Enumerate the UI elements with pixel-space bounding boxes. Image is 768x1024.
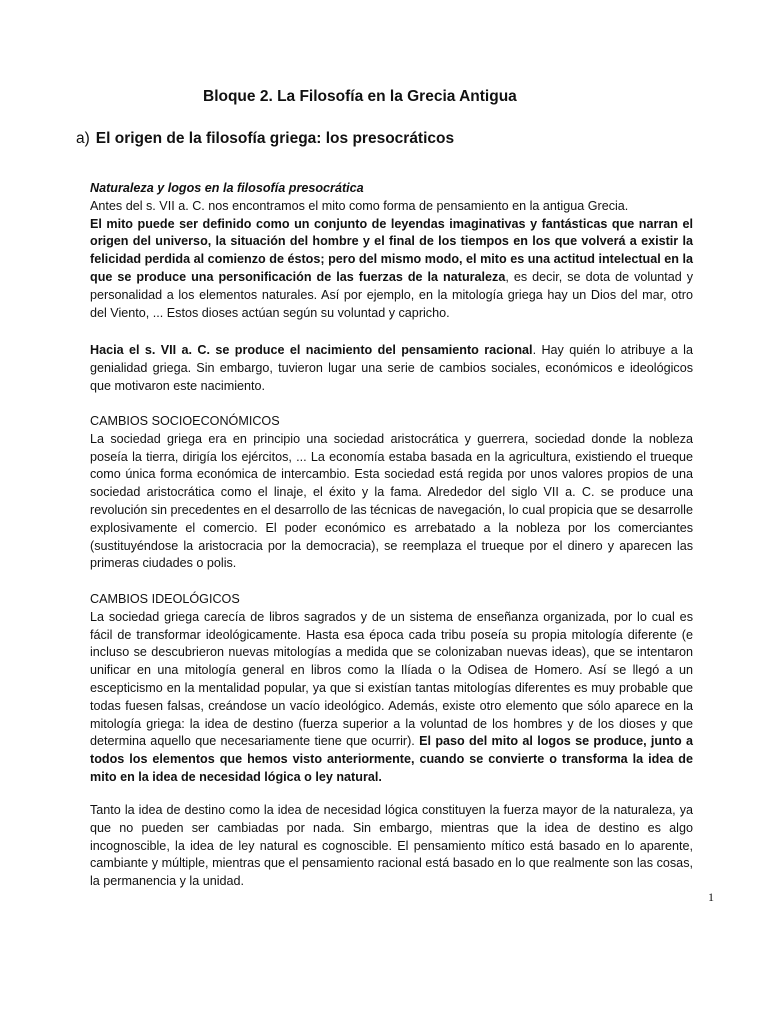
- section-letter: a): [76, 130, 90, 147]
- ideological-paragraph: [90, 609, 693, 787]
- socioeconomic-paragraph: La sociedad griega era en principio una sociedad aristocrática y guerrera, sociedad donde la nobleza poseía la tierra, dirigía los ejércitos, ... La economía estaba basada en la agricultura, existiendo el trueque como única forma económica de intercambio. Esta sociedad está regida por unos valores propios de una sociedad aristocrática como el linaje, el éxito y la fama. Alrededor del siglo VII a. C. se produce una revolución sin precedentes en el desarrollo de las técnicas de navegación, lo cual propicia que se desarrolle explosivamente el comercio. El poder económico es arrebatado a la nobleza por los comerciantes (sustituyéndose la aristocracia por la democracia), se reemplaza el trueque por el dinero y aparecen las primeras ciudades o polis.: [90, 431, 693, 571]
- myth-definition-rest: , es decir, se dota de voluntad y personalidad a los elementos naturales. Así por ejemplo, en la mitología griega hay un Dios del mar, otro del Viento, ... Estos dioses actúan según su voluntad y capricho.: [90, 269, 694, 320]
- rational-paragraph: [90, 342, 693, 395]
- section-title-text: El origen de la filosofía griega: los presocráticos: [95, 130, 455, 147]
- rational-bold: Hacia el s. VII a. C. se produce el nacimiento del pensamiento racional: [90, 343, 533, 357]
- rational-rest: . Hay quién lo atribuye a la genialidad griega. Sin embargo, tuvieron lugar una serie de cambios sociales, económicos e ideológicos que motivaron este nacimiento.: [90, 343, 693, 393]
- ideological-block: [90, 591, 693, 787]
- intro-paragraph-1: Antes del s. VII a. C. nos encontramos el mito como forma de pensamiento en la antigua Grecia.: [90, 198, 629, 213]
- mito-logos-bold: El paso del mito al logos se produce, junto a todos los elementos que hemos visto anteriormente, cuando se convierte o transforma la idea de mito en la idea de necesidad lógica o ley natural.: [90, 734, 694, 784]
- ideological-heading: CAMBIOS IDEOLÓGICOS: [90, 592, 240, 606]
- page-number: 1: [708, 890, 714, 904]
- ideological-text: La sociedad griega carecía de libros sagrados y de un sistema de enseñanza organizada, por lo cual es fácil de transformar ideológicamente. Hasta esa época cada tribu poseía su propia mitología diferente (e incluso se descubrieron nuevas mitologías a medida que se colonizaban nuevas ideas), que se intentaron unificar en una mitología general en libros como la Ilíada o la Odisea de Homero. Así se llegó a un escepticismo en la mentalidad popular, ya que si existían tantas mitologías diferentes es muy probable que todas fuesen falsas, creándose un vacío ideológico. Además, existe otro elemento que sólo aparece en la mitología griega: la idea de destino (fuerza superior a la voluntad de los hombres y de los dioses y que determina aquello que necesariamente tiene que ocurrir).: [90, 609, 693, 749]
- socioeconomic-heading: CAMBIOS SOCIOECONÓMICOS: [90, 414, 280, 428]
- block-title: Bloque 2. La Filosofía en la Grecia Antigua: [203, 88, 517, 105]
- subsection-title: Naturaleza y logos en la filosofía presocrática: [90, 181, 364, 195]
- conclusion-block: [90, 802, 693, 891]
- socioeconomic-block: [90, 413, 693, 573]
- myth-definition-bold: El mito puede ser definido como un conjunto de leyendas imaginativas y fantásticas que narran el origen del universo, la situación del hombre y el final de los tiempos en los que volverá a existir la felicidad perdida al comienzo de éstos; pero del mismo modo, el mito es una actitud intelectual en la que se produce una personificación de las fuerzas de la naturaleza: [90, 216, 693, 284]
- intro-paragraph-2: [90, 216, 693, 323]
- intro-block: [90, 180, 693, 322]
- conclusion-paragraph: Tanto la idea de destino como la idea de necesidad lógica constituyen la fuerza mayor de la naturaleza, ya que no pueden ser cambiadas por nada. Sin embargo, mientras que la idea de destino es algo incognoscible, la idea de ley natural es cognoscible. El pensamiento mítico está basado en lo aparente, cambiante y múltiple, mientras que el pensamiento racional está basado en lo que realmente son las cosas, la permanencia y la unidad.: [90, 803, 693, 889]
- rational-block: [90, 342, 693, 395]
- section-title: [76, 130, 454, 148]
